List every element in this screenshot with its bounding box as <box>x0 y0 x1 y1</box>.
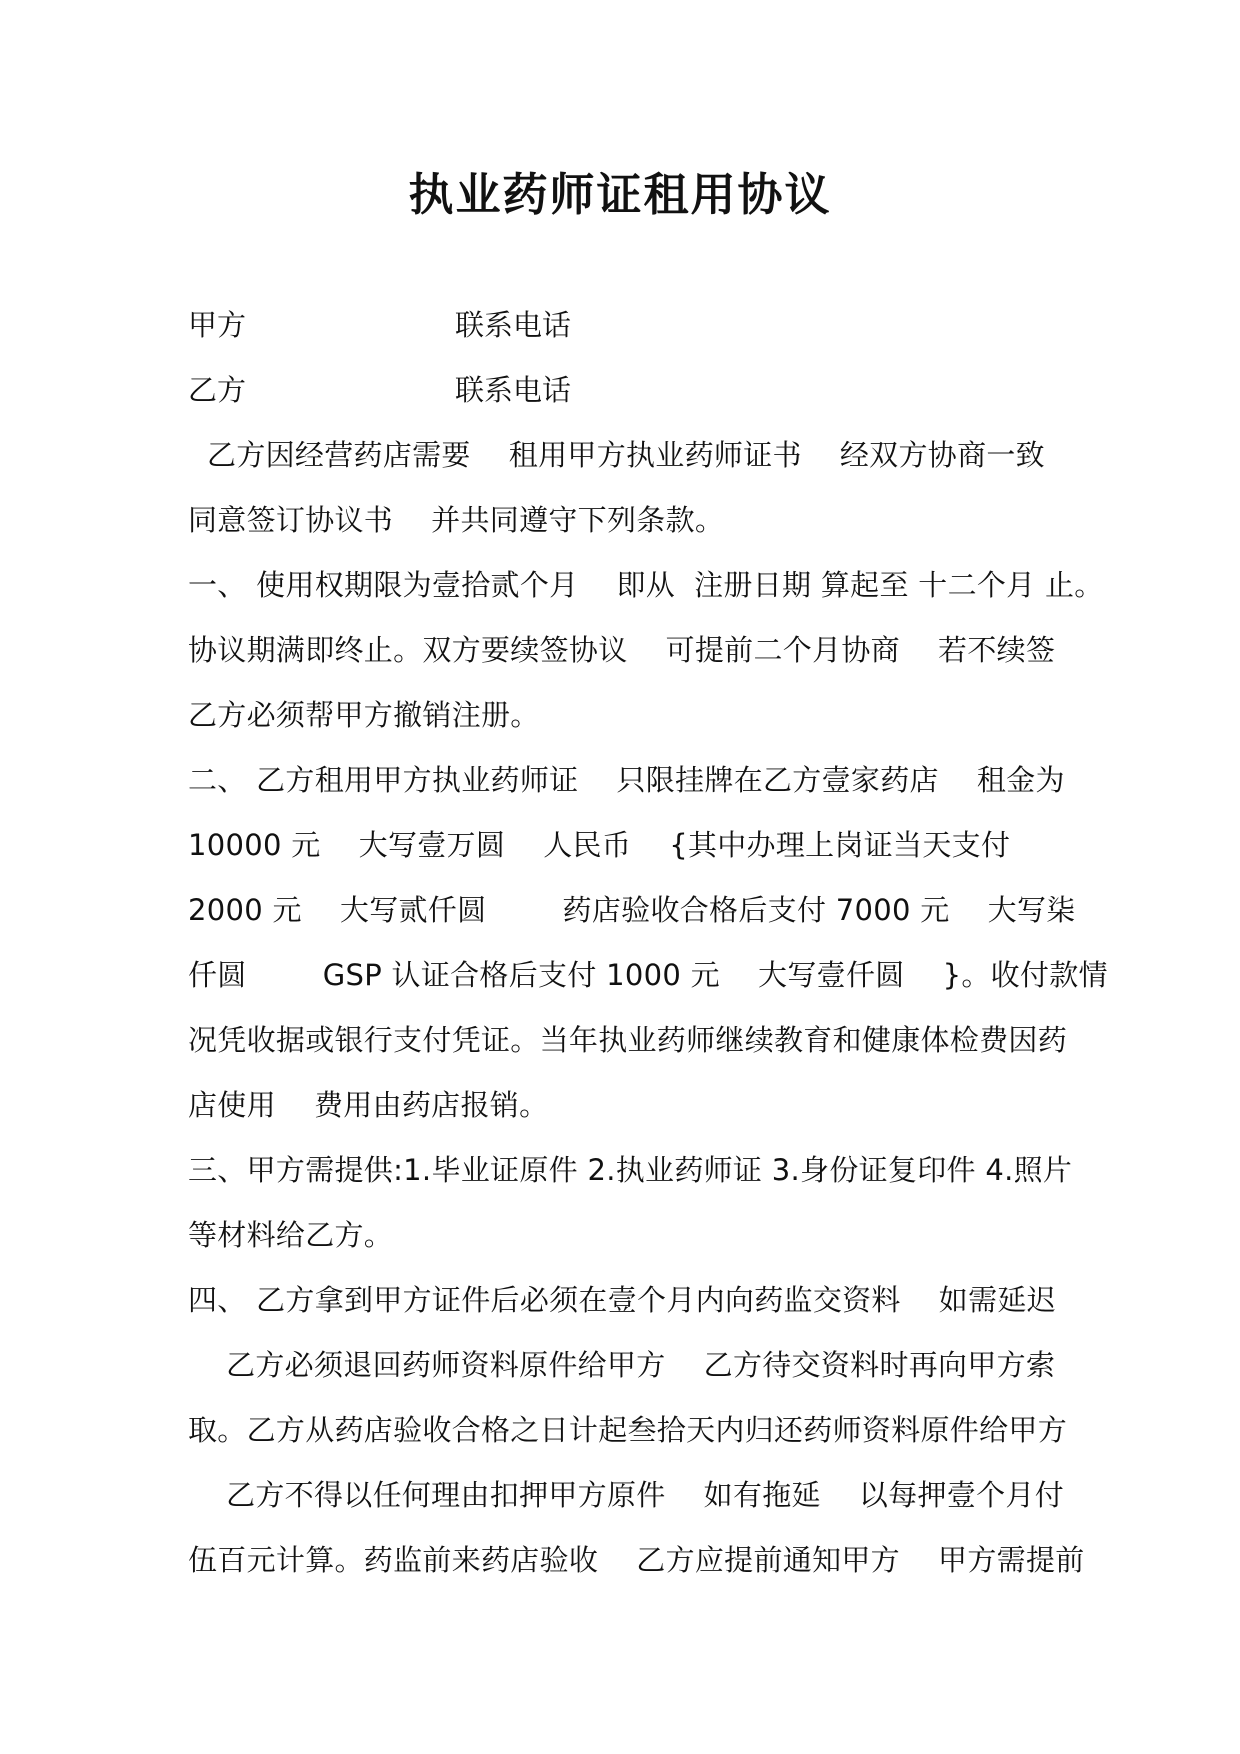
body-line: 乙方因经营药店需要 租用甲方执业药师证书 经双方协商一致 <box>188 438 1045 472</box>
body-line: 10000 元 大写壹万圆 人民币 {其中办理上岗证当天支付 <box>188 828 1011 862</box>
party-a-phone-label: 联系电话 <box>455 308 572 342</box>
body-line: 乙方必须退回药师资料原件给甲方 乙方待交资料时再向甲方索 <box>188 1348 1056 1382</box>
body-line: 仟圆 GSP 认证合格后支付 1000 元 大写壹仟圆 }。收付款情 <box>188 958 1108 992</box>
body-line: 取。乙方从药店验收合格之日计起叁拾天内归还药师资料原件给甲方 <box>188 1413 1068 1447</box>
body-line: 店使用 费用由药店报销。 <box>188 1088 549 1122</box>
party-a-label: 甲方 <box>188 308 247 342</box>
body-line: 伍百元计算。药监前来药店验收 乙方应提前通知甲方 甲方需提前 <box>188 1543 1085 1577</box>
body-line: 同意签订协议书 并共同遵守下列条款。 <box>188 503 725 537</box>
body-line: 协议期满即终止。双方要续签协议 可提前二个月协商 若不续签 <box>188 633 1056 667</box>
body-line: 等材料给乙方。 <box>188 1218 394 1252</box>
document-title: 执业药师证租用协议 <box>408 168 832 221</box>
party-b-phone-label: 联系电话 <box>455 373 572 407</box>
body-line: 2000 元 大写贰仟圆 药店验收合格后支付 7000 元 大写柒 <box>188 893 1076 927</box>
body-line: 况凭收据或银行支付凭证。当年执业药师继续教育和健康体检费因药 <box>188 1023 1068 1057</box>
clause-3-line: 三、甲方需提供:1.毕业证原件 2.执业药师证 3.身份证复印件 4.照片 <box>188 1153 1073 1187</box>
clause-2-line: 二、 乙方租用甲方执业药师证 只限挂牌在乙方壹家药店 租金为 <box>188 763 1065 797</box>
body-line: 乙方必须帮甲方撤销注册。 <box>188 698 540 732</box>
body-line: 乙方不得以任何理由扣押甲方原件 如有拖延 以每押壹个月付 <box>188 1478 1065 1512</box>
clause-4-line: 四、 乙方拿到甲方证件后必须在壹个月内向药监交资料 如需延迟 <box>188 1283 1056 1317</box>
party-b-label: 乙方 <box>188 373 247 407</box>
clause-1-line: 一、 使用权期限为壹拾贰个月 即从 注册日期 算起至 十二个月 止。 <box>188 568 1104 602</box>
